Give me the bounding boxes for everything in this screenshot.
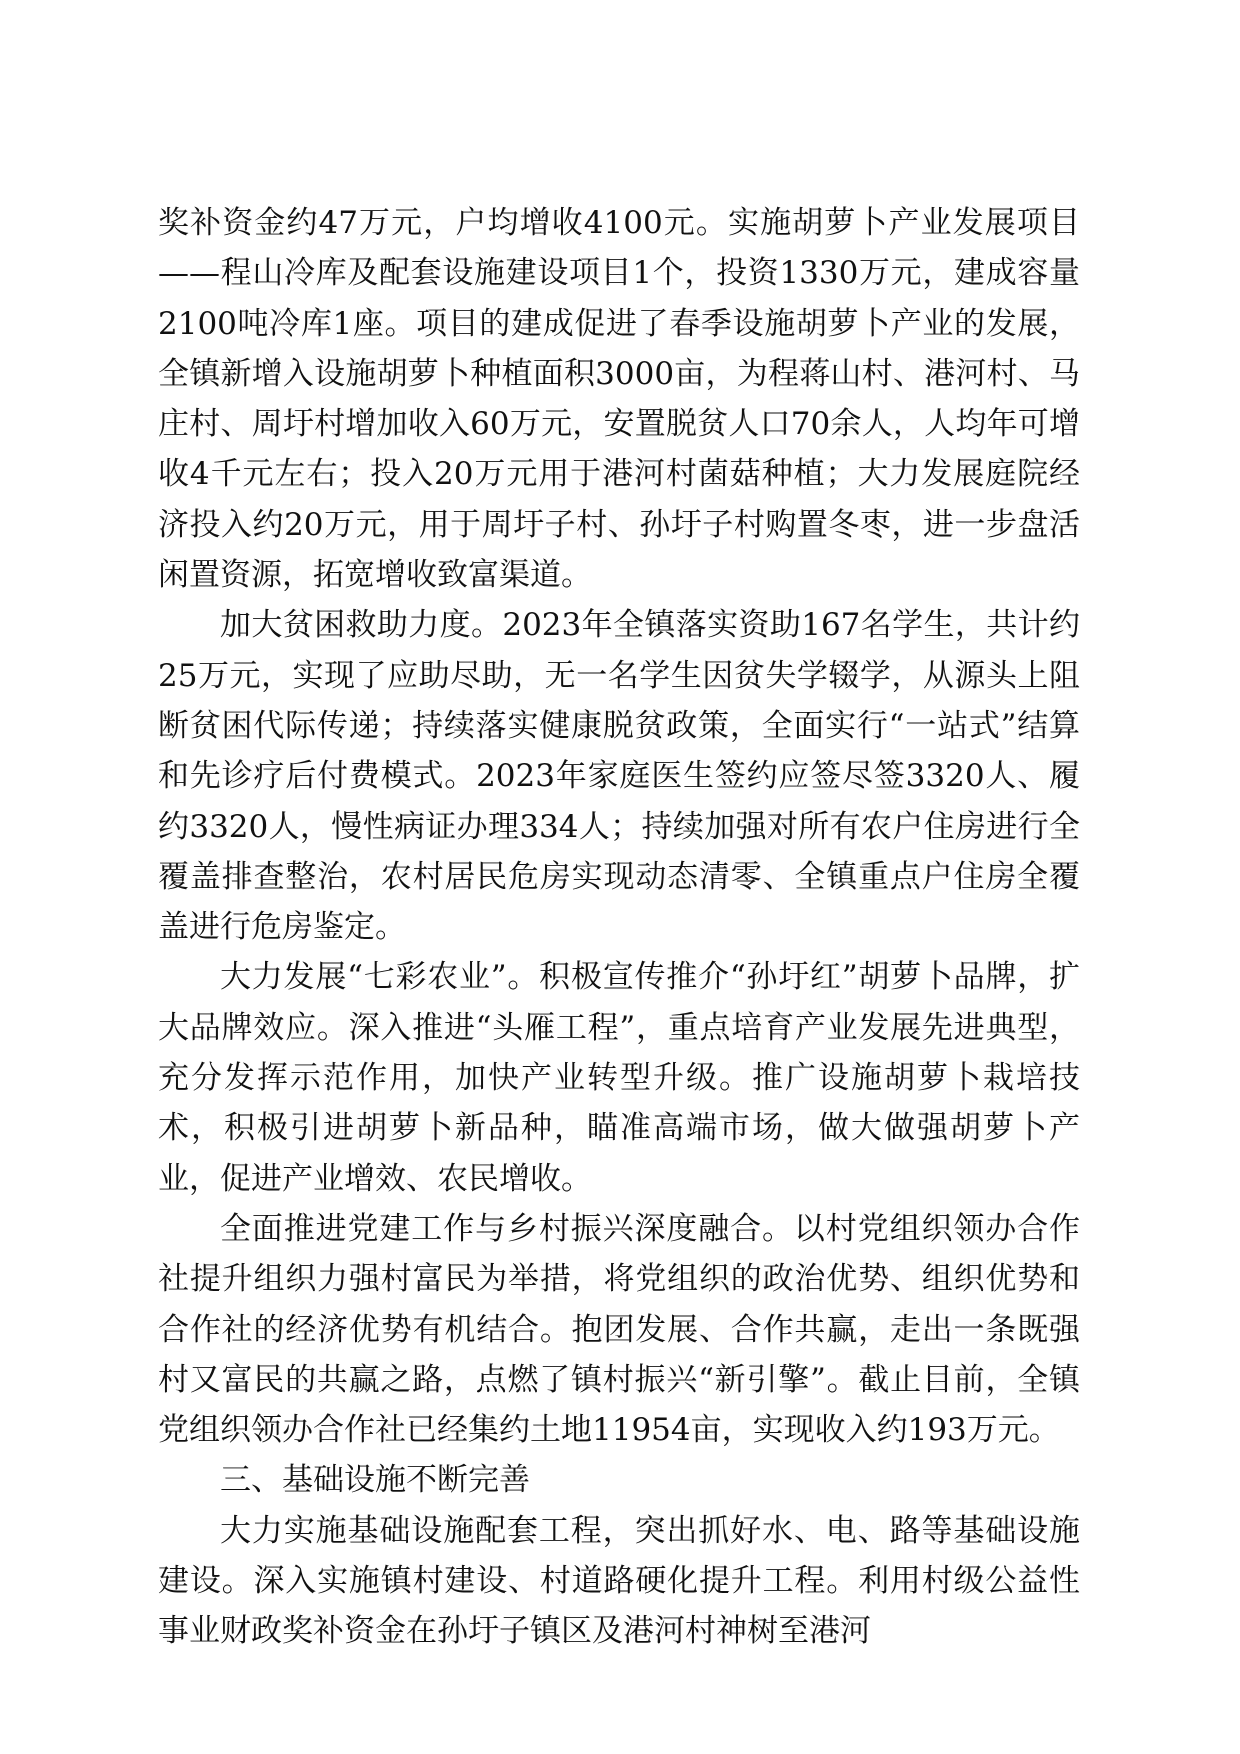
document-page: [158, 198, 1080, 1657]
paragraph-colorful-agriculture: 大力发展“七彩农业”。积极宣传推介“孙圩红”胡萝卜品牌，扩大品牌效应。深入推进“头雁工程”，重点培育产业发展先进典型，充分发挥示范作用，加快产业转型升级。推广设施胡萝卜栽培技术，积极引进胡萝卜新品种，瞄准高端市场，做大做强胡萝卜产业，促进产业增效、农民增收。: [158, 959, 1080, 1197]
paragraph-party-building: 全面推进党建工作与乡村振兴深度融合。以村党组织领办合作社提升组织力强村富民为举措，将党组织的政治优势、组织优势和合作社的经济优势有机结合。抱团发展、合作共赢，走出一条既强村又富民的共赢之路，点燃了镇村振兴“新引擎”。截止目前，全镇党组织领办合作社已经集约土地11954亩，实现收入约193万元。: [158, 1210, 1080, 1449]
section-heading: 三、基础设施不断完善: [220, 1462, 530, 1499]
paragraph-continuation: 奖补资金约47万元，户均增收4100元。实施胡萝卜产业发展项目——程山冷库及配套设施建设项目1个，投资1330万元，建成容量2100吨冷库1座。项目的建成促进了春季设施胡萝卜产业的发展，全镇新增入设施胡萝卜种植面积3000亩，为程蒋山村、港河村、马庄村、周圩村增加收入60万元，安置脱贫人口70余人，人均年可增收4千元左右；投入20万元用于港河村菌菇种植；大力发展庭院经济投入约20万元，用于周圩子村、孙圩子村购置冬枣，进一步盘活闲置资源，拓宽增收致富渠道。: [158, 205, 1080, 594]
paragraph-infrastructure: 大力实施基础设施配套工程，突出抓好水、电、路等基础设施建设。深入实施镇村建设、村道路硬化提升工程。利用村级公益性事业财政奖补资金在孙圩子镇区及港河村神树至港河: [158, 1512, 1080, 1650]
paragraph-poverty-relief: 加大贫困救助力度。2023年全镇落实资助167名学生，共计约25万元，实现了应助尽助，无一名学生因贫失学辍学，从源头上阻断贫困代际传递；持续落实健康脱贫政策，全面实行“一站式”结算和先诊疗后付费模式。2023年家庭医生签约应签尽签3320人、履约3320人，慢性病证办理334人；持续加强对所有农户住房进行全覆盖排查整治，农村居民危房实现动态清零、全镇重点户住房全覆盖进行危房鉴定。: [158, 607, 1080, 946]
